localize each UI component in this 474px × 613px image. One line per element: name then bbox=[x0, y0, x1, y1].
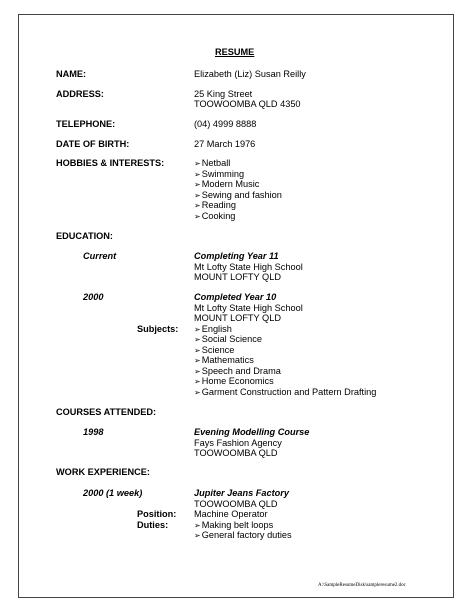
subject-item: ➢ Social Science bbox=[194, 334, 262, 345]
subjects-label: Subjects: bbox=[137, 323, 179, 334]
hobby-item: ➢ Cooking bbox=[194, 211, 235, 222]
name-value: Elizabeth (Liz) Susan Reilly bbox=[194, 69, 306, 79]
resume-title: RESUME bbox=[215, 47, 255, 57]
telephone-label: TELEPHONE: bbox=[56, 119, 116, 129]
course-location: TOOWOOMBA QLD bbox=[194, 448, 278, 458]
education-qualification-2000: Completed Year 10 bbox=[194, 292, 277, 302]
hobby-item: ➢ Reading bbox=[194, 200, 236, 211]
education-qualification-current: Completing Year 11 bbox=[194, 251, 279, 261]
dob-value: 27 March 1976 bbox=[194, 139, 256, 149]
hobby-item: ➢ Swimming bbox=[194, 169, 244, 180]
duties-label: Duties: bbox=[137, 519, 169, 530]
document-path-footer: A:\SampleResumeDisk\sampleresume2.doc bbox=[318, 583, 406, 588]
work-heading: WORK EXPERIENCE: bbox=[56, 467, 150, 477]
hobbies-label: HOBBIES & INTERESTS: bbox=[56, 158, 165, 168]
courses-heading: COURSES ATTENDED: bbox=[56, 407, 157, 417]
work-period: 2000 (1 week) bbox=[83, 488, 143, 498]
position-value: Machine Operator bbox=[194, 509, 268, 519]
hobby-item: ➢ Sewing and fashion bbox=[194, 190, 282, 201]
course-provider: Fays Fashion Agency bbox=[194, 437, 282, 448]
work-employer: Jupiter Jeans Factory bbox=[194, 488, 289, 498]
education-school-current: Mt Lofty State High School bbox=[194, 261, 303, 272]
work-location: TOOWOOMBA QLD bbox=[194, 498, 278, 509]
address-line-1: 25 King Street bbox=[194, 89, 253, 99]
subject-item: ➢ Home Economics bbox=[194, 376, 274, 387]
subject-item: ➢ English bbox=[194, 324, 232, 335]
education-period-current: Current bbox=[83, 251, 117, 261]
education-heading: EDUCATION: bbox=[56, 231, 113, 241]
education-period-2000: 2000 bbox=[83, 292, 104, 302]
dob-label: DATE OF BIRTH: bbox=[56, 139, 130, 149]
course-year: 1998 bbox=[83, 427, 104, 437]
hobby-item: ➢ Netball bbox=[194, 158, 230, 169]
telephone-value: (04) 4999 8888 bbox=[194, 119, 257, 129]
subject-item: ➢ Speech and Drama bbox=[194, 366, 281, 377]
course-name: Evening Modelling Course bbox=[194, 427, 310, 437]
hobby-item: ➢ Modern Music bbox=[194, 179, 259, 190]
education-school-2000: Mt Lofty State High School bbox=[194, 302, 303, 313]
subject-item: ➢ Mathematics bbox=[194, 355, 254, 366]
address-line-2: TOOWOOMBA QLD 4350 bbox=[194, 99, 301, 109]
subject-item: ➢ Science bbox=[194, 345, 234, 356]
duty-item: ➢ Making belt loops bbox=[194, 520, 273, 531]
education-location-2000: MOUNT LOFTY QLD bbox=[194, 313, 281, 323]
address-label: ADDRESS: bbox=[56, 89, 104, 99]
position-label: Position: bbox=[137, 509, 177, 519]
name-label: NAME: bbox=[56, 69, 87, 79]
subject-item: ➢ Garment Construction and Pattern Drafting bbox=[194, 387, 376, 398]
duty-item: ➢ General factory duties bbox=[194, 530, 292, 541]
education-location-current: MOUNT LOFTY QLD bbox=[194, 272, 281, 282]
